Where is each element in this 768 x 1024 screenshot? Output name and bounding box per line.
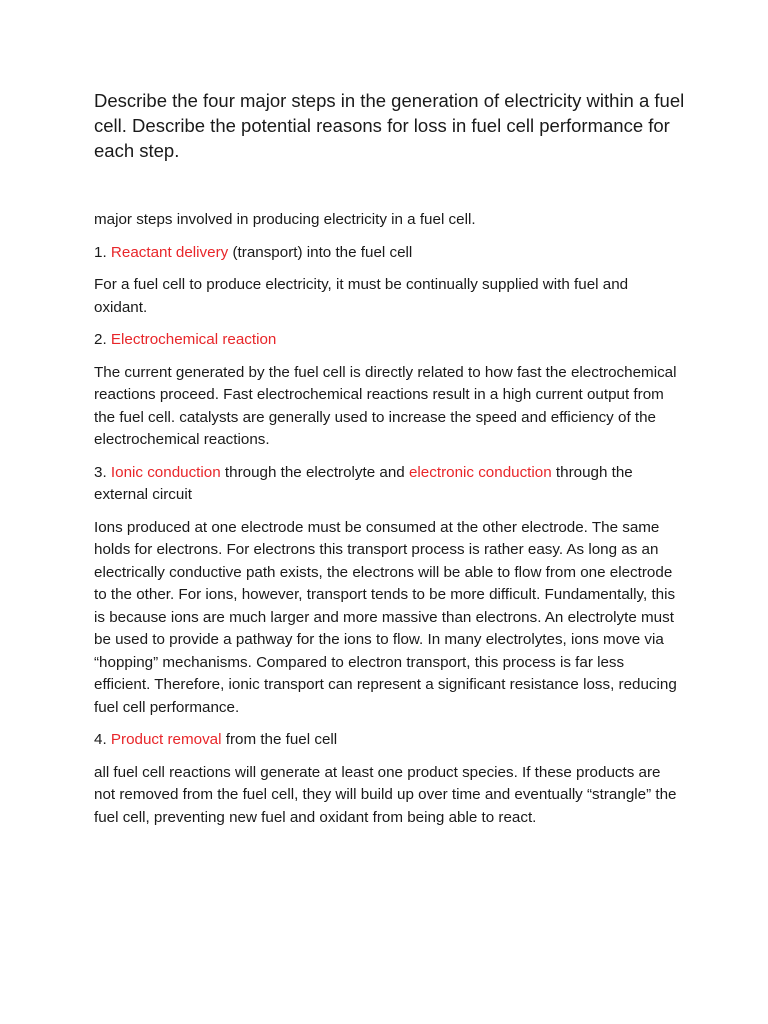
answer-body: [94, 209, 684, 839]
step-3-paragraph: Ions produced at one electrode must be consumed at the other electrode. The same holds for electrons. For electrons this transport process is rather easy. As long as an electrically conductive path exists, the electrons will be able to flow from one electrode to the other. For ions, however, transport tends to be more difficult. Fundamentally, this is because ions are much larger and more massive than electrons. An electrolyte must be used to provide a pathway for the ions to flow. In many electrolytes, ions move via “hopping” mechanisms. Compared to electron transport, this process is far less efficient. Therefore, ionic transport can represent a significant resistance loss, reducing fuel cell performance.: [94, 518, 677, 716]
step-highlight: Electrochemical reaction: [110, 331, 277, 348]
step-4-paragraph: all fuel cell reactions will generate at least one product species. If these products are not removed from the fuel cell, they will build up over time and eventually “strangle” the fuel cell, preventing new fuel and oxidant from being able to react.: [94, 763, 677, 826]
question-text: Describe the four major steps in the generation of electricity within a fuel cell. Describe the potential reasons for loss in fuel cell performance for each step.: [94, 90, 685, 161]
step-3-heading: [94, 462, 684, 507]
step-highlight: Product removal: [110, 731, 222, 748]
step-highlight-secondary: electronic conduction: [408, 463, 552, 481]
step-1-heading: [94, 242, 684, 265]
step-number: 2.: [94, 331, 107, 348]
step-heading-rest: (transport) into the fuel cell: [232, 243, 413, 261]
step-2-paragraph: The current generated by the fuel cell is directly related to how fast the electrochemical reactions proceed. Fast electrochemical reactions result in a high current output from the fuel cell. catalysts are generally used to increase the speed and efficiency of the electrochemical reactions.: [94, 363, 677, 448]
step-number: 3.: [94, 463, 107, 481]
step-1-paragraph: For a fuel cell to produce electricity, it must be continually supplied with fuel and oxidant.: [94, 276, 629, 316]
step-number: 1.: [94, 243, 107, 261]
step-highlight: Reactant delivery: [110, 243, 229, 261]
intro-line: major steps involved in producing electricity in a fuel cell.: [94, 211, 476, 228]
step-2-heading: [94, 329, 684, 352]
step-highlight: Ionic conduction: [110, 463, 221, 481]
step-heading-rest: from the fuel cell: [225, 731, 338, 748]
step-heading-rest: through the external circuit: [94, 463, 633, 503]
step-number: 4.: [94, 731, 107, 748]
step-heading-middle: through the electrolyte and: [224, 463, 405, 481]
step-4-heading: [94, 729, 684, 752]
